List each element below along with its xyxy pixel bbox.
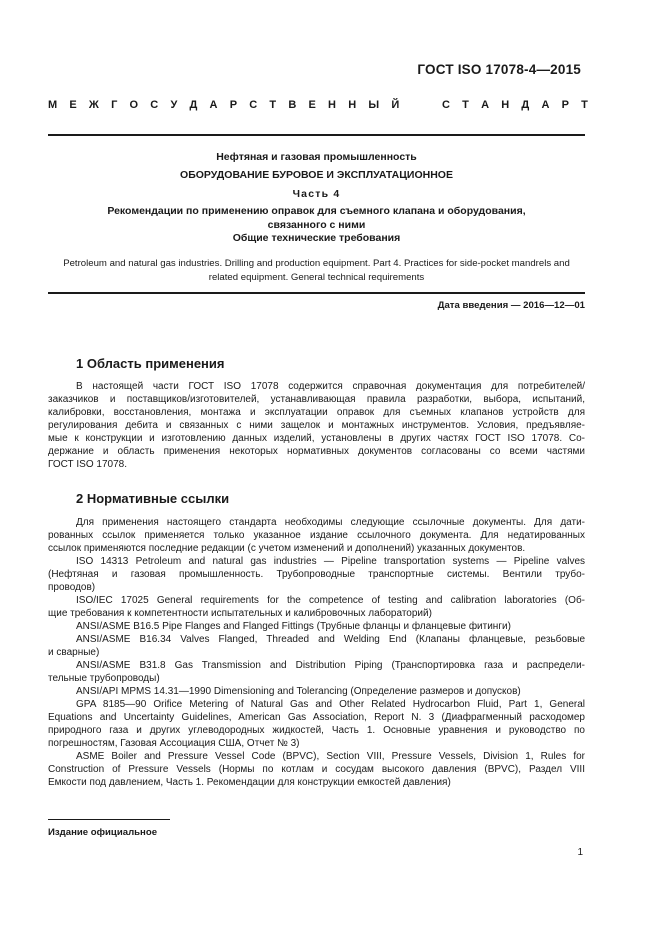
text-line: ANSI/API MPMS 14.31—1990 Dimensioning and Tolerancing (Определение размеров и допусков) [76, 686, 521, 697]
heading-letter: С [249, 99, 258, 111]
text-line: рованных ссылок применяется только указанное издание ссылочного документа. Для недатированных [48, 530, 585, 541]
text-line: регулирования дебита и связанных с ними защелок и монтажных инструментов. Условия, предъявляе- [48, 420, 585, 431]
title-rule [48, 292, 585, 294]
heading-letter: Г [111, 99, 118, 111]
heading-letter: Ж [88, 99, 99, 111]
heading-letter [427, 99, 430, 111]
title-line: связанного с ними [267, 218, 366, 231]
text-line: щие требования к компетентности испытательных и калибровочных лабораторий) [48, 608, 432, 619]
introduction-date: Дата введения — 2016—12—01 [437, 300, 585, 311]
heading-letter: Е [69, 99, 77, 111]
text-line: Equations and Uncertainty Guidelines, American Gas Association, Report N. 3 (Диафрагменный расходомер [48, 712, 585, 723]
section-2-body [48, 516, 585, 789]
title-industry: Нефтяная и газовая промышленность [216, 151, 417, 163]
heading-letter [411, 99, 414, 111]
text-line: природного газа и других углеводородных жидкостей, Часть 1. Основные уравнения и руководство по [48, 725, 585, 736]
heading-letter: А [481, 99, 490, 111]
text-line: ссылок применяются последние редакции (с учетом изменений и дополнений) указанных документов. [48, 543, 526, 554]
heading-letter: Н [501, 99, 510, 111]
text-line: калибровки, восстановления, монтажа и эксплуатации оправок для съемных клапанов устройств для [48, 407, 585, 418]
header-rule [48, 134, 585, 136]
heading-letter: У [170, 99, 178, 111]
heading-letter: В [288, 99, 297, 111]
heading-letter: Т [581, 99, 588, 111]
text-line: тельные трубопроводы) [48, 673, 160, 684]
heading-letter: С [150, 99, 159, 111]
title-line: Рекомендации по применению оправок для съемного клапана и оборудования, [107, 205, 526, 217]
text-line: ASME Boiler and Pressure Vessel Code (BPVC), Section VIII, Pressure Vessels, Division 1, Rules for [76, 751, 585, 762]
heading-letter: Ы [368, 99, 380, 111]
english-title-line: Petroleum and natural gas industries. Drilling and production equipment. Part 4. Practices for side-pocket mandrels and [63, 258, 570, 269]
english-title [48, 257, 585, 284]
text-line: Для применения настоящего стандарта необходимы следующие ссылочные документы. Для дати- [76, 517, 585, 528]
text-line: В настоящей части ГОСТ ISO 17078 содержится справочная документация для потребителей/ [76, 381, 585, 392]
official-edition-label: Издание официальное [48, 827, 158, 838]
text-line: ISO/IEC 17025 General requirements for the competence of testing and calibration laboratories (Об- [76, 595, 585, 606]
text-line: ANSI/ASME B16.34 Valves Flanged, Threaded and Welding End (Клапаны фланцевые, резьбовые [76, 634, 585, 645]
heading-letter: Р [229, 99, 238, 111]
page-number: 1 [577, 847, 583, 858]
text-line: заказчиков и поставщиков/изготовителей, устанавливающая правила разработки, выбора, испытаний, [48, 394, 585, 405]
text-line: держание и область применения некоторых нормативных документов согласованы со всеми частями [48, 446, 585, 457]
text-line: ANSI/ASME B31.8 Gas Transmission and Distribution Piping (Транспортировка газа и распредели- [76, 660, 585, 671]
section-2-heading: 2 Нормативные ссылки [76, 491, 230, 506]
text-line: GPA 8185—90 Orifice Metering of Natural Gas and Other Related Hydrocarbon Fluid, Part 1, General [76, 699, 585, 710]
heading-letter: О [129, 99, 139, 111]
title-part: Часть 4 [292, 188, 341, 200]
document-code: ГОСТ ISO 17078-4—2015 [417, 62, 581, 77]
footer-rule [48, 819, 170, 820]
heading-letter: А [541, 99, 550, 111]
heading-letter: Д [521, 99, 530, 111]
interstate-standard-heading [48, 99, 588, 111]
heading-letter: А [209, 99, 218, 111]
text-line: Емкости под давлением, Часть 1. Рекомендации для конструкции емкостей давления) [48, 777, 451, 788]
text-line: ANSI/ASME B16.5 Pipe Flanges and Flanged Fittings (Трубные фланцы и фланцевые фитинги) [76, 621, 511, 632]
text-line: проводов) [48, 582, 96, 593]
heading-letter: Т [462, 99, 469, 111]
text-line: (Нефтяная и газовая промышленность. Трубопроводные транспортные системы. Вентили трубо- [48, 569, 585, 580]
title-equipment: ОБОРУДОВАНИЕ БУРОВОЕ И ЭКСПЛУАТАЦИОННОЕ [180, 169, 453, 181]
heading-letter: С [441, 99, 450, 111]
heading-letter: Н [348, 99, 357, 111]
english-title-line: related equipment. General technical requirements [208, 271, 425, 283]
text-line: и сварные) [48, 647, 100, 658]
heading-letter: Р [561, 99, 569, 111]
heading-letter: Й [391, 99, 400, 111]
text-line: Construction of Pressure Vessels (Нормы по котлам и сосудам высокого давления (BPVC), Раздел VIII [48, 764, 585, 775]
text-line: ISO 14313 Petroleum and natural gas industries — Pipeline transportation systems — Pipeline valves [76, 556, 585, 567]
text-line: мые к конструкции и изготовлению данных изделий, установлены в других частях ГОСТ ISO 17078. Со- [48, 433, 585, 444]
title-line: Общие технические требования [232, 232, 401, 244]
heading-letter: М [48, 99, 58, 111]
heading-letter: Н [328, 99, 336, 111]
heading-letter: Е [308, 99, 316, 111]
text-line: погрешностям, Газовая Ассоциация США, Отчет № 3) [48, 738, 300, 749]
section-1-heading: 1 Область применения [76, 356, 225, 371]
title-recommendations [48, 205, 585, 246]
text-line: ГОСТ ISO 17078. [48, 459, 127, 470]
heading-letter: Д [189, 99, 198, 111]
section-1-body [48, 380, 585, 471]
heading-letter: Т [269, 99, 277, 111]
